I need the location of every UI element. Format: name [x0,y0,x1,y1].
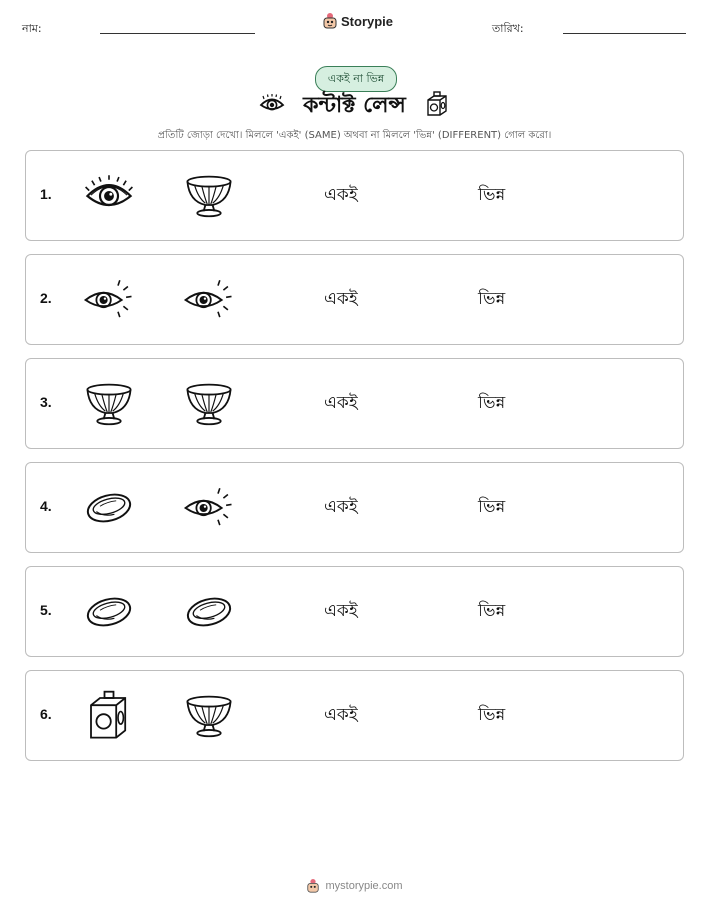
eye-rays-icon [182,273,236,327]
footer-url[interactable]: mystorypie.com [325,880,403,892]
question-number: 5. [40,602,52,618]
option-different[interactable]: ভিন্ন [478,185,506,205]
option-different[interactable]: ভিন্ন [478,705,506,725]
option-same[interactable]: একই [324,289,358,309]
eye-rays-icon [182,481,236,535]
date-line[interactable] [563,33,686,34]
storypie-mascot-icon [306,878,320,894]
option-different[interactable]: ভিন্ন [478,601,506,621]
option-same[interactable]: একই [324,393,358,413]
eye-rays-icon [82,273,136,327]
brand-logo [322,12,393,30]
name-line[interactable] [100,33,255,34]
option-different[interactable]: ভিন্ন [478,393,506,413]
question-number: 2. [40,290,52,306]
bowl-icon [182,169,236,223]
question-row-3 [25,358,684,449]
question-row-2 [25,254,684,345]
contact-lens-icon [82,481,136,535]
bowl-icon [182,377,236,431]
name-label: নাম: [22,22,42,35]
question-row-1 [25,150,684,241]
question-row-4 [25,462,684,553]
contact-lens-icon [82,585,136,639]
option-same[interactable]: একই [324,497,358,517]
question-number: 3. [40,394,52,410]
page-title: কন্টাক্ট লেন্স [303,92,406,118]
cube-icon [424,91,450,121]
lens-case-icon [82,689,136,743]
question-row-5 [25,566,684,657]
footer [0,878,709,894]
worksheet-type-badge: একই না ভিন্ন [315,66,397,92]
title-row [0,90,709,122]
option-same[interactable]: একই [324,185,358,205]
option-different[interactable]: ভিন্ন [478,289,506,309]
option-same[interactable]: একই [324,705,358,725]
bowl-icon [182,689,236,743]
eye-icon [82,169,136,223]
question-row-6 [25,670,684,761]
option-same[interactable]: একই [324,601,358,621]
question-number: 1. [40,186,52,202]
question-number: 6. [40,706,52,722]
bowl-icon [82,377,136,431]
instruction-text: প্রতিটি জোড়া দেখো। মিললে 'একই' (SAME) অথবা না মিললে 'ভিন্ন' (DIFFERENT) গোল করো। [157,130,552,141]
option-different[interactable]: ভিন্ন [478,497,506,517]
contact-lens-icon [182,585,236,639]
question-number: 4. [40,498,52,514]
storypie-mascot-icon [322,12,338,30]
date-label: তারিখ: [492,22,524,35]
brand-name: Storypie [341,13,394,29]
eye-icon [259,94,285,118]
